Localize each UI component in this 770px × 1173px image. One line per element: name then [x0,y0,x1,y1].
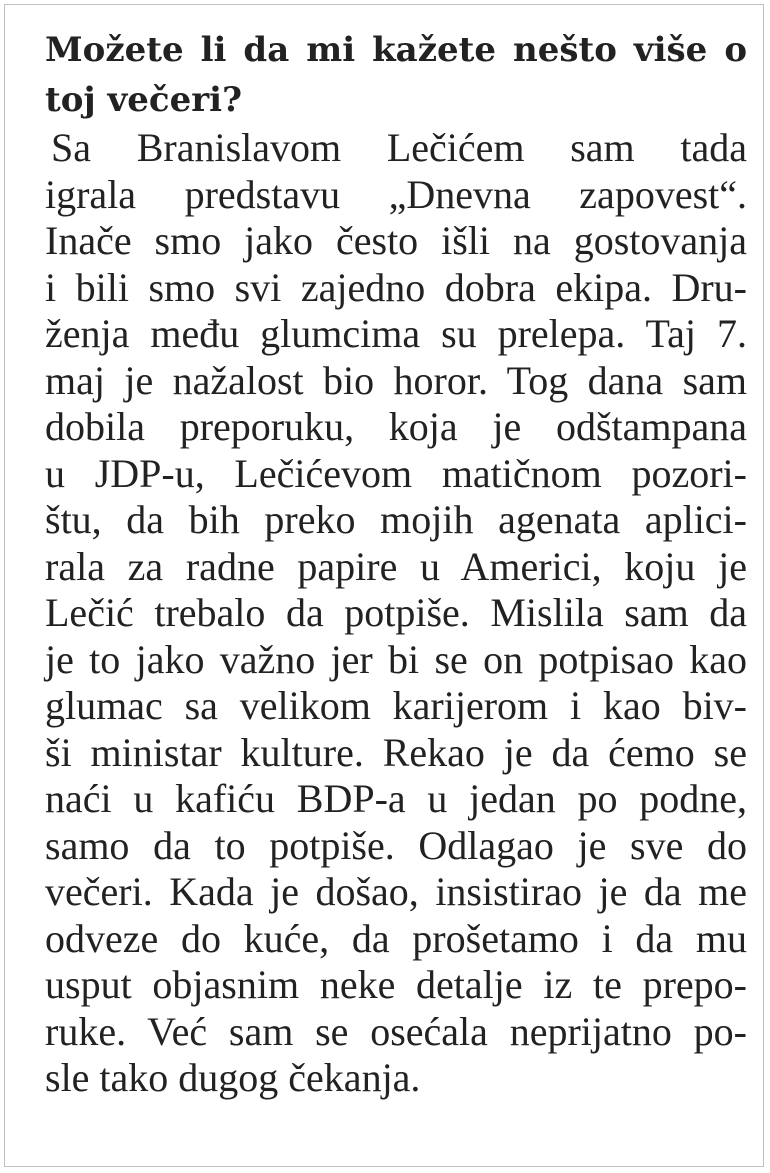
answer-line: ši ministar kulture. Rekao je da ćemo se [45,729,747,775]
answer-line: ruke. Već sam se osećala neprijatno po- [45,1008,747,1054]
question-line: Možete li da mi kažete nešto više o [45,30,747,70]
answer-line: samo da to potpiše. Odlagao je sve do [45,822,747,868]
answer-line: naći u kafiću BDP-a u jedan po podne, [45,776,747,821]
answer-line: rala za radne papire u Americi, koju je [45,543,747,589]
answer-line: maj je nažalost bio horor. Tog dana sam [45,357,747,403]
interview-question [45,25,747,125]
answer-line: odveze do kuće, da prošetamo i da mu [45,915,747,961]
answer-line: usput objasnim neke detalje iz te prepo- [45,962,747,1007]
answer-line: je to jako važno jer bi se on potpisao kao [45,636,747,682]
answer-line: sle tako dugog čekanja. [45,1055,421,1100]
interview-answer [45,125,747,1102]
answer-line: večeri. Kada je došao, insistirao je da me [45,869,747,914]
answer-line: dobila preporuku, koja je odštampana [45,404,747,449]
answer-line: glumac sa velikom karijerom i kao biv- [45,683,747,728]
answer-line: ženja među glumcima su prelepa. Taj 7. [45,311,747,356]
answer-line: igrala predstavu „Dnevna zapovest“. [45,171,747,217]
article-column [45,25,747,1102]
answer-line: štu, da bih preko mojih agenata aplici- [45,497,747,542]
answer-line: u JDP-u, Lečićevom matičnom pozori- [45,450,747,496]
answer-line: Inače smo jako često išli na gostovanja [45,218,747,263]
answer-line: Sa Branislavom Lečićem sam tada [51,125,747,170]
answer-line: Lečić trebalo da potpiše. Mislila sam da [45,590,747,635]
answer-line: i bili smo svi zajedno dobra ekipa. Dru- [45,264,747,310]
article-frame [4,4,764,1167]
question-line: toj večeri? [45,80,242,120]
